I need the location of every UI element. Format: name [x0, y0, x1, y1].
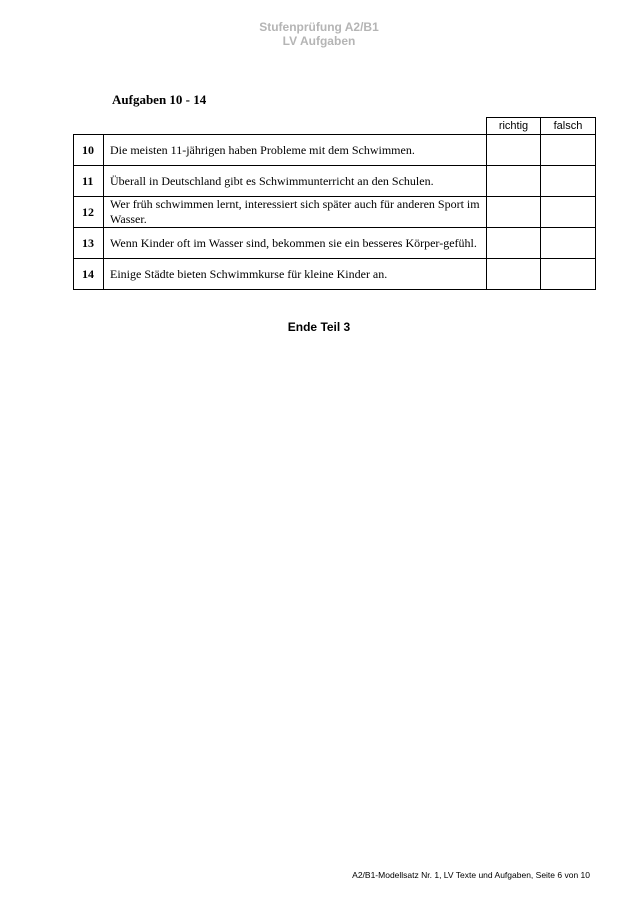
table-row	[74, 135, 596, 166]
item-number: 13	[74, 228, 104, 259]
item-number: 12	[74, 197, 104, 228]
table-row	[74, 259, 596, 290]
richtig-checkbox[interactable]	[487, 166, 541, 197]
table-row	[74, 228, 596, 259]
item-number: 10	[74, 135, 104, 166]
item-number: 14	[74, 259, 104, 290]
falsch-checkbox[interactable]	[541, 166, 596, 197]
page-footer: A2/B1-Modellsatz Nr. 1, LV Texte und Aufgaben, Seite 6 von 10	[352, 870, 590, 880]
richtig-checkbox[interactable]	[487, 228, 541, 259]
item-number: 11	[74, 166, 104, 197]
table-header-row	[74, 118, 596, 135]
falsch-checkbox[interactable]	[541, 259, 596, 290]
column-header-falsch: falsch	[541, 118, 596, 135]
item-statement: Überall in Deutschland gibt es Schwimmunterricht an den Schulen.	[104, 166, 487, 197]
richtig-checkbox[interactable]	[487, 197, 541, 228]
item-statement: Einige Städte bieten Schwimmkurse für kleine Kinder an.	[104, 259, 487, 290]
header-exam-title: Stufenprüfung A2/B1	[259, 20, 379, 34]
falsch-checkbox[interactable]	[541, 197, 596, 228]
richtig-checkbox[interactable]	[487, 135, 541, 166]
section-end-label: Ende Teil 3	[287, 320, 351, 334]
page-header	[0, 20, 638, 48]
table-row	[74, 166, 596, 197]
falsch-checkbox[interactable]	[541, 135, 596, 166]
item-statement: Die meisten 11-jährigen haben Probleme mit dem Schwimmen.	[104, 135, 487, 166]
column-header-richtig: richtig	[487, 118, 541, 135]
table-row	[74, 197, 596, 228]
falsch-checkbox[interactable]	[541, 228, 596, 259]
richtig-checkbox[interactable]	[487, 259, 541, 290]
item-statement: Wenn Kinder oft im Wasser sind, bekommen sie ein besseres Körper-gefühl.	[104, 228, 487, 259]
section-title: Aufgaben 10 - 14	[112, 92, 207, 107]
header-subtitle: LV Aufgaben	[282, 34, 356, 48]
item-statement: Wer früh schwimmen lernt, interessiert sich später auch für anderen Sport im Wasser.	[104, 197, 487, 228]
task-table	[73, 117, 596, 290]
